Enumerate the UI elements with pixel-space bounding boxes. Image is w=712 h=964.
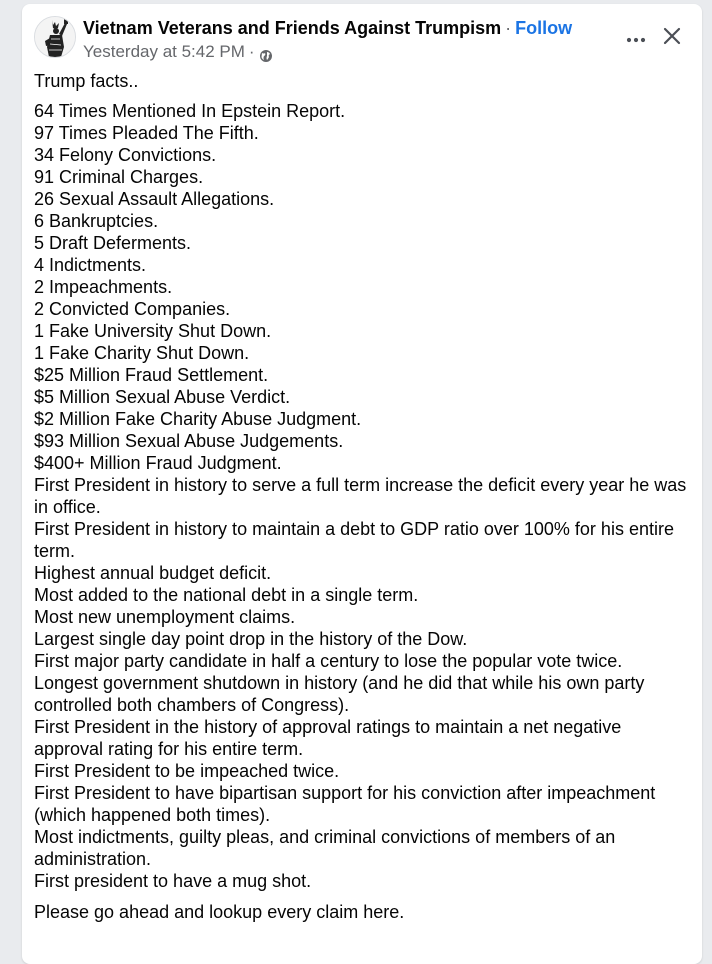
fact-line: $93 Million Sexual Abuse Judgements. [34, 431, 344, 451]
fact-line: First president to have a mug shot. [34, 871, 312, 891]
more-options-button[interactable] [620, 26, 652, 54]
post-meta [83, 41, 273, 63]
fact-line: $400+ Million Fraud Judgment. [34, 453, 282, 473]
facts-list [34, 100, 694, 892]
title-separator: · [505, 18, 512, 38]
fact-line: $5 Million Sexual Abuse Verdict. [34, 387, 291, 407]
page-name-link[interactable]: Vietnam Veterans and Friends Against Trumpism [83, 18, 502, 38]
fact-line: 26 Sexual Assault Allegations. [34, 189, 275, 209]
fact-line: 91 Criminal Charges. [34, 167, 204, 187]
post-header [22, 4, 702, 68]
fact-line: 64 Times Mentioned In Epstein Report. [34, 101, 346, 121]
fact-line: Most new unemployment claims. [34, 607, 296, 627]
fact-line: 6 Bankruptcies. [34, 211, 159, 231]
fact-line: First President to have bipartisan support for his conviction after impeachment (which happened both times). [34, 783, 656, 825]
fact-line: $2 Million Fake Charity Abuse Judgment. [34, 409, 362, 429]
close-icon [663, 27, 681, 45]
post-outro: Please go ahead and lookup every claim here. [34, 902, 405, 922]
fact-line: 2 Convicted Companies. [34, 299, 231, 319]
close-button[interactable] [656, 20, 688, 52]
fact-line: 1 Fake Charity Shut Down. [34, 343, 250, 363]
fact-line: First President in the history of approval ratings to maintain a net negative approval rating for his entire term. [34, 717, 622, 759]
page-avatar[interactable] [34, 16, 76, 58]
fact-line: First President to be impeached twice. [34, 761, 340, 781]
post-timestamp[interactable]: Yesterday at 5:42 PM [83, 42, 245, 61]
fact-line: 5 Draft Deferments. [34, 233, 192, 253]
fact-line: 2 Impeachments. [34, 277, 173, 297]
statue-of-liberty-icon [35, 17, 75, 57]
post-title-line [83, 17, 572, 39]
fact-line: Longest government shutdown in history (and he did that while his own party controlled both chambers of Congress). [34, 673, 645, 715]
fact-line: $25 Million Fraud Settlement. [34, 365, 269, 385]
fact-line: First President in history to serve a full term increase the deficit every year he was in office. [34, 475, 687, 517]
meta-separator: · [248, 42, 255, 61]
more-options-icon [626, 37, 646, 43]
fact-line: 97 Times Pleaded The Fifth. [34, 123, 259, 143]
post-body [34, 70, 694, 923]
fact-line: 1 Fake University Shut Down. [34, 321, 272, 341]
globe-icon[interactable] [259, 47, 273, 61]
post-intro: Trump facts.. [34, 71, 139, 91]
fact-line: Most added to the national debt in a single term. [34, 585, 419, 605]
fact-line: Largest single day point drop in the history of the Dow. [34, 629, 468, 649]
fact-line: 34 Felony Convictions. [34, 145, 217, 165]
fact-line: Highest annual budget deficit. [34, 563, 272, 583]
fact-line: 4 Indictments. [34, 255, 147, 275]
follow-button[interactable]: Follow [515, 18, 573, 38]
fact-line: First President in history to maintain a debt to GDP ratio over 100% for his entire term. [34, 519, 674, 561]
post-card [22, 4, 702, 964]
fact-line: Most indictments, guilty pleas, and criminal convictions of members of an administration. [34, 827, 616, 869]
fact-line: First major party candidate in half a century to lose the popular vote twice. [34, 651, 623, 671]
